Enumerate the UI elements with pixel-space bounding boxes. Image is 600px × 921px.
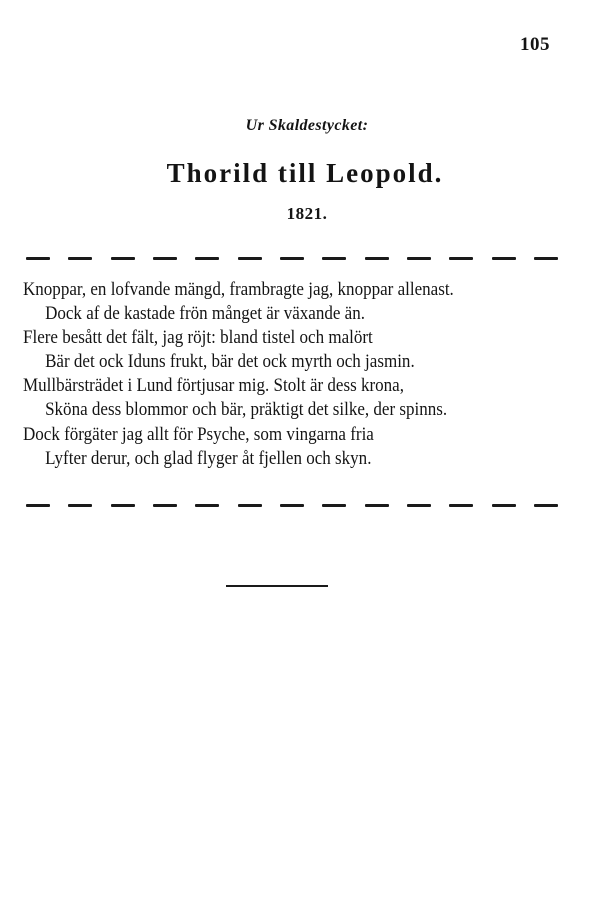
dash [449,257,473,260]
dash [534,257,558,260]
dash [280,257,304,260]
dash [322,257,346,260]
poem-line: Sköna dess blommor och bär, präktigt det silke, der spinns. [45,400,448,421]
poem-line: Bär det ock Iduns frukt, bär det ock myrth och jasmin. [45,352,415,373]
poem-line: Dock förgäter jag allt för Psyche, som vingarna fria [23,424,374,445]
dash [153,504,177,507]
poem-line: Lyfter derur, och glad flyger åt fjellen och skyn. [45,448,372,469]
dash [195,504,219,507]
dashed-divider-bottom [26,504,558,507]
dash [111,257,135,260]
dash [365,504,389,507]
dash [68,504,92,507]
poem-year: 1821. [286,204,328,223]
dash [449,504,473,507]
dash [68,257,92,260]
poem-title: Thorild till Leopold. [166,158,444,188]
dash [111,504,135,507]
dash [322,504,346,507]
dash [153,257,177,260]
dash [26,504,50,507]
poem-line: Knoppar, en lofvande mängd, frambragte jag, knoppar allenast. [23,280,454,300]
dashed-divider-top [26,257,558,260]
poem-body [23,278,538,471]
end-rule [226,585,328,587]
dash [492,504,516,507]
section-subtitle: Ur Skaldestycket: [245,117,369,134]
dash [407,504,431,507]
dash [238,257,262,260]
poem-line: Flere besått det fält, jag röjt: bland tistel och malört [23,328,373,349]
dash [26,257,50,260]
poem-line: Mullbärsträdet i Lund förtjusar mig. Stolt är dess krona, [23,376,404,397]
page-number: 105 [520,34,550,55]
dash [365,257,389,260]
poem-line: Dock af de kastade frön månget är växande än. [45,304,366,325]
dash [238,504,262,507]
dash [280,504,304,507]
dash [407,257,431,260]
dash [492,257,516,260]
dash [534,504,558,507]
dash [195,257,219,260]
